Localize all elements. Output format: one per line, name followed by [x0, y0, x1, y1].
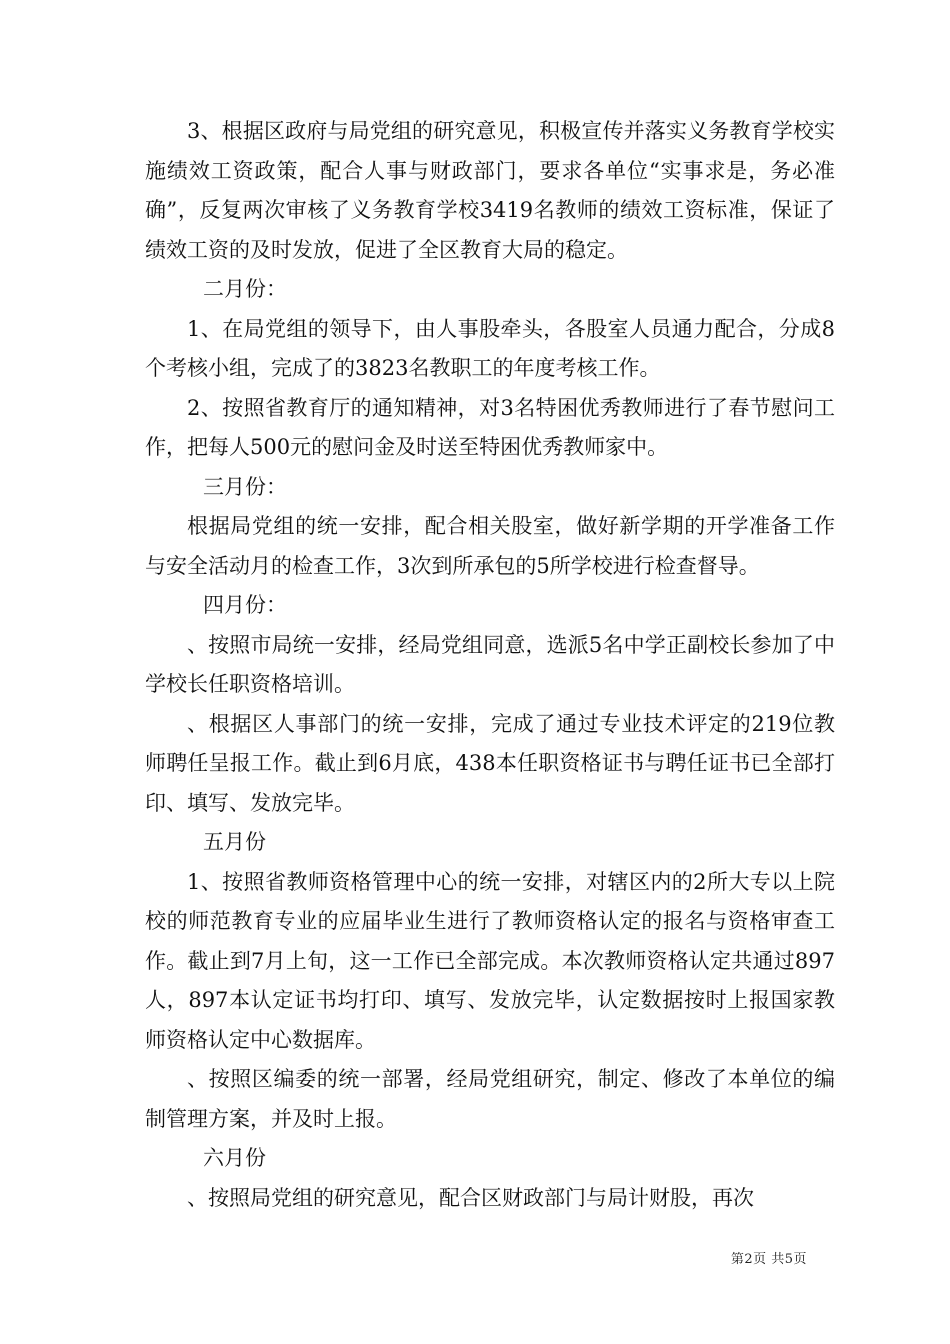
section-heading-april: 四月份： [203, 593, 287, 617]
section-heading-may: 五月份 [203, 830, 266, 854]
paragraph-teacher-appointment: 、根据区人事部门的统一安排，完成了通过专业技术评定的219位教师聘任呈报工作。截止到6月底，438本任职资格证书与聘任证书已全部打印、填写、发放完毕。 [145, 711, 835, 815]
section-heading-february: 二月份： [203, 277, 287, 301]
paragraph-semester-inspection: 根据局党组的统一安排，配合相关股室，做好新学期的开学准备工作与安全活动月的检查工作，3次到所承包的5所学校进行检查督导。 [145, 514, 835, 578]
section-heading-march: 三月份： [203, 474, 287, 499]
paragraph-annual-assessment: 1、在局党组的领导下，由人事股牵头，各股室人员通力配合，分成8个考核小组，完成了的3823名教职工的年度考核工作。 [145, 316, 835, 380]
paragraph-staffing-plan: 、按照区编委的统一部署，经局党组研究，制定、修改了本单位的编制管理方案，并及时上报。 [145, 1067, 835, 1131]
page-number-footer: 第2页 共5页 [730, 1252, 807, 1267]
paragraph-finance-cooperation: 、按照局党组的研究意见，配合区财政部门与局计财股，再次 [187, 1185, 754, 1210]
paragraph-teacher-qualification: 1、按照省教师资格管理中心的统一安排，对辖区内的2所大专以上院校的师范教育专业的应届毕业生进行了教师资格认定的报名与资格审查工作。截止到7月上旬，这一工作已全部完成。本次教师资格认定共通过897人，897本认定证书均打印、填写、发放完毕，认定数据按时上报国家教师资格认定中心数据库。 [145, 869, 835, 1052]
paragraph-principal-training: 、按照市局统一安排，经局党组同意，选派5名中学正副校长参加了中学校长任职资格培训。 [145, 632, 835, 696]
paragraph-spring-festival-visit: 2、按照省教育厅的通知精神，对3名特困优秀教师进行了春节慰问工作，把每人500元的慰问金及时送至特困优秀教师家中。 [145, 395, 835, 459]
section-heading-june: 六月份 [203, 1146, 266, 1170]
document-body [145, 112, 835, 1218]
paragraph-performance-pay: 3、根据区政府与局党组的研究意见，积极宣传并落实义务教育学校实施绩效工资政策，配合人事与财政部门，要求各单位“实事求是，务必准确”，反复两次审核了义务教育学校3419名教师的绩效工资标准，保证了绩效工资的及时发放，促进了全区教育大局的稳定。 [145, 119, 835, 262]
